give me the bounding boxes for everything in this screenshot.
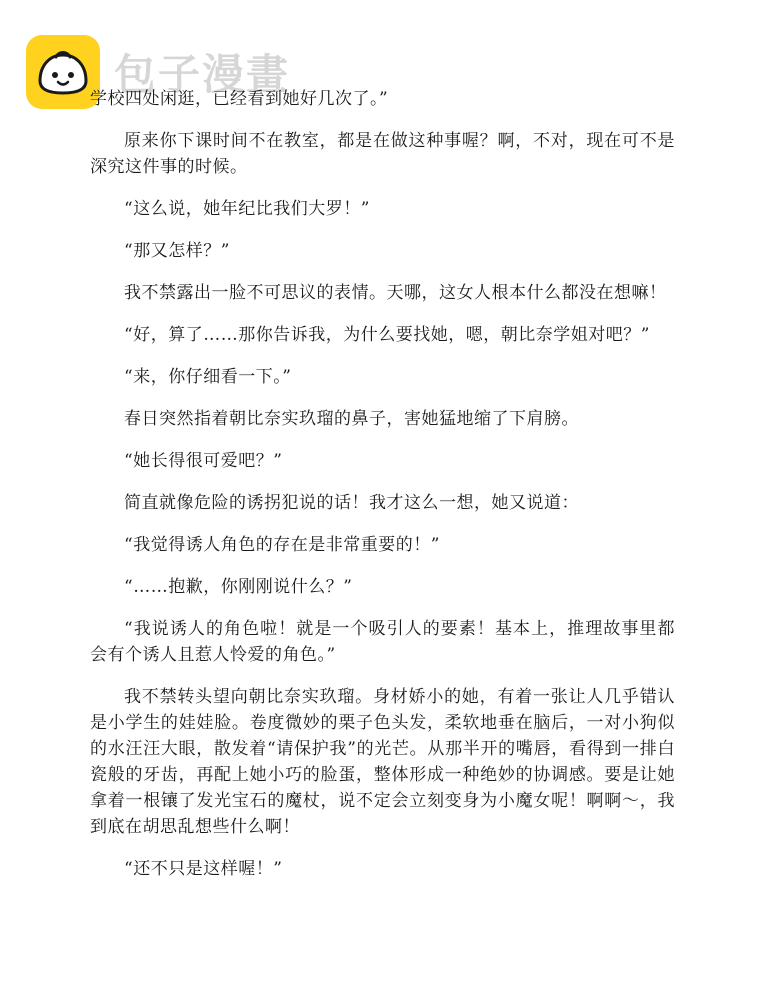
paragraph: 我不禁露出一脸不可思议的表情。天哪，这女人根本什么都没在想嘛！ [124, 283, 667, 303]
paragraph: 原来你下课时间不在教室，都是在做这种事喔？啊，不对，现在可不是深究这件事的时候。 [90, 131, 675, 177]
paragraph: “来，你仔细看一下。” [124, 367, 292, 387]
watermark-brand-text: 包子漫畫 [114, 50, 291, 99]
paragraph: “还不只是这样喔！” [124, 859, 283, 879]
page-body [90, 86, 675, 898]
paragraph: “我说诱人的角色啦！就是一个吸引人的要素！基本上，推理故事里都会有个诱人且惹人怜爱的角色。” [90, 619, 675, 665]
paragraph: 学校四处闲逛，已经看到她好几次了。” [90, 89, 389, 109]
paragraph: “这么说，她年纪比我们大罗！” [124, 199, 370, 219]
paragraph: “……抱歉，你刚刚说什么？” [124, 577, 353, 597]
paragraph: “她长得很可爱吧？” [124, 451, 283, 471]
paragraph: 简直就像危险的诱拐犯说的话！我才这么一想，她又说道： [124, 493, 579, 513]
paragraph: 我不禁转头望向朝比奈实玖瑠。身材娇小的她，有着一张让人几乎错认是小学生的娃娃脸。卷度微妙的栗子色头发，柔软地垂在脑后，一对小狗似的水汪汪大眼，散发着“请保护我”的光芒。从那半开的嘴唇，看得到一排白瓷般的牙齿，再配上她小巧的脸蛋，整体形成一种绝妙的协调感。要是让她拿着一根镶了发光宝石的魔杖，说不定会立刻变身为小魔女呢！啊啊～，我到底在胡思乱想些什么啊！ [90, 687, 675, 837]
paragraph: “好，算了……那你告诉我，为什么要找她，嗯，朝比奈学姐对吧？” [124, 325, 650, 345]
paragraph: “那又怎样？” [124, 241, 230, 261]
bun-face-icon [26, 35, 100, 109]
paragraph: 春日突然指着朝比奈实玖瑠的鼻子，害她猛地缩了下肩膀。 [124, 409, 579, 429]
paragraph: “我觉得诱人角色的存在是非常重要的！” [124, 535, 440, 555]
